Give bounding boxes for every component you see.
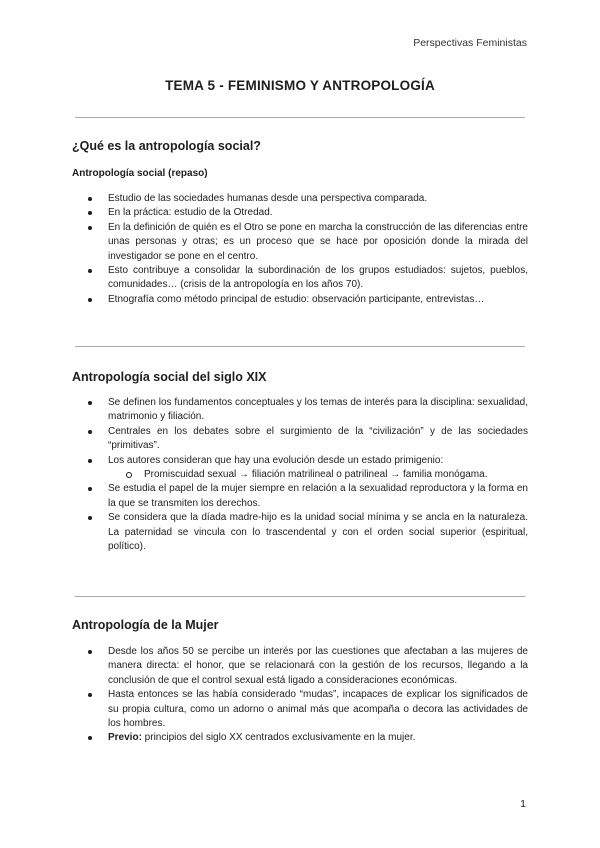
page-number: 1 xyxy=(520,798,526,810)
list-item: Etnografía como método principal de estudio: observación participante, entrevistas… xyxy=(72,293,528,307)
bullet-list-section1 xyxy=(72,192,528,307)
list-item: Centrales en los debates sobre el surgimiento de la “civilización” y de las sociedades “primitivas”. xyxy=(72,425,528,454)
list-item: En la definición de quién es el Otro se pone en marcha la construcción de las diferencias entre unas personas y otras; es un proceso que se hace por oposición donde la mirada del investigador se pone en el centro. xyxy=(72,221,528,264)
list-item: Se definen los fundamentos conceptuales y los temas de interés para la disciplina: sexualidad, matrimonio y filiación. xyxy=(72,396,528,425)
list-item: Se estudia el papel de la mujer siempre en relación a la sexualidad reproductora y la forma en la que se transmiten los derechos. xyxy=(72,482,528,511)
section-heading-antropologia-mujer: Antropología de la Mujer xyxy=(72,618,219,632)
bullet-list-section2 xyxy=(72,396,528,554)
section-heading-antropologia-social: ¿Qué es la antropología social? xyxy=(72,139,261,153)
list-item: Hasta entonces se las había considerado “mudas”, incapaces de explicar los significados de su propia cultura, como un adorno o animal más que acompaña o decora las actividades de los hombres. xyxy=(72,688,528,731)
section-heading-siglo-xix: Antropología social del siglo XIX xyxy=(72,370,267,384)
bullet-list-section3 xyxy=(72,645,528,746)
divider xyxy=(75,117,525,118)
sub-bullet-list xyxy=(108,468,528,482)
running-header: Perspectivas Feministas xyxy=(413,37,527,49)
list-item: Se considera que la díada madre-hijo es la unidad social mínima y se ancla en la naturaleza. La paternidad se vincula con lo trascendental y con el orden social superior (espiritual, político). xyxy=(72,511,528,554)
bold-label-previo: Previo: xyxy=(108,732,142,744)
list-item-text: principios del siglo XX centrados exclusivamente en la mujer. xyxy=(141,732,416,744)
list-item: Desde los años 50 se percibe un interés por las cuestiones que afectaban a las mujeres de manera directa: el honor, que se relacionará con la gestión de los recursos, llegando a la conclusión de que el control sexual está ligado a consideraciones económicas. xyxy=(72,645,528,688)
document-title: TEMA 5 - FEMINISMO Y ANTROPOLOGÍA xyxy=(165,78,435,93)
subheading-repaso: Antropología social (repaso) xyxy=(72,168,208,179)
list-item: Esto contribuye a consolidar la subordinación de los grupos estudiados: sujetos, pueblos, comunidades… (crisis de la antropología en los años 70). xyxy=(72,264,528,293)
list-item: En la práctica: estudio de la Otredad. xyxy=(72,206,528,220)
divider xyxy=(75,596,525,597)
list-item: Estudio de las sociedades humanas desde una perspectiva comparada. xyxy=(72,192,528,206)
list-item xyxy=(72,731,528,745)
list-item xyxy=(72,454,528,483)
list-item-text: Los autores consideran que hay una evolución desde un estado primigenio: xyxy=(108,454,444,466)
divider xyxy=(75,346,525,347)
sub-list-item: Promiscuidad sexual → filiación matrilineal o patrilineal → familia monógama. xyxy=(108,468,528,482)
